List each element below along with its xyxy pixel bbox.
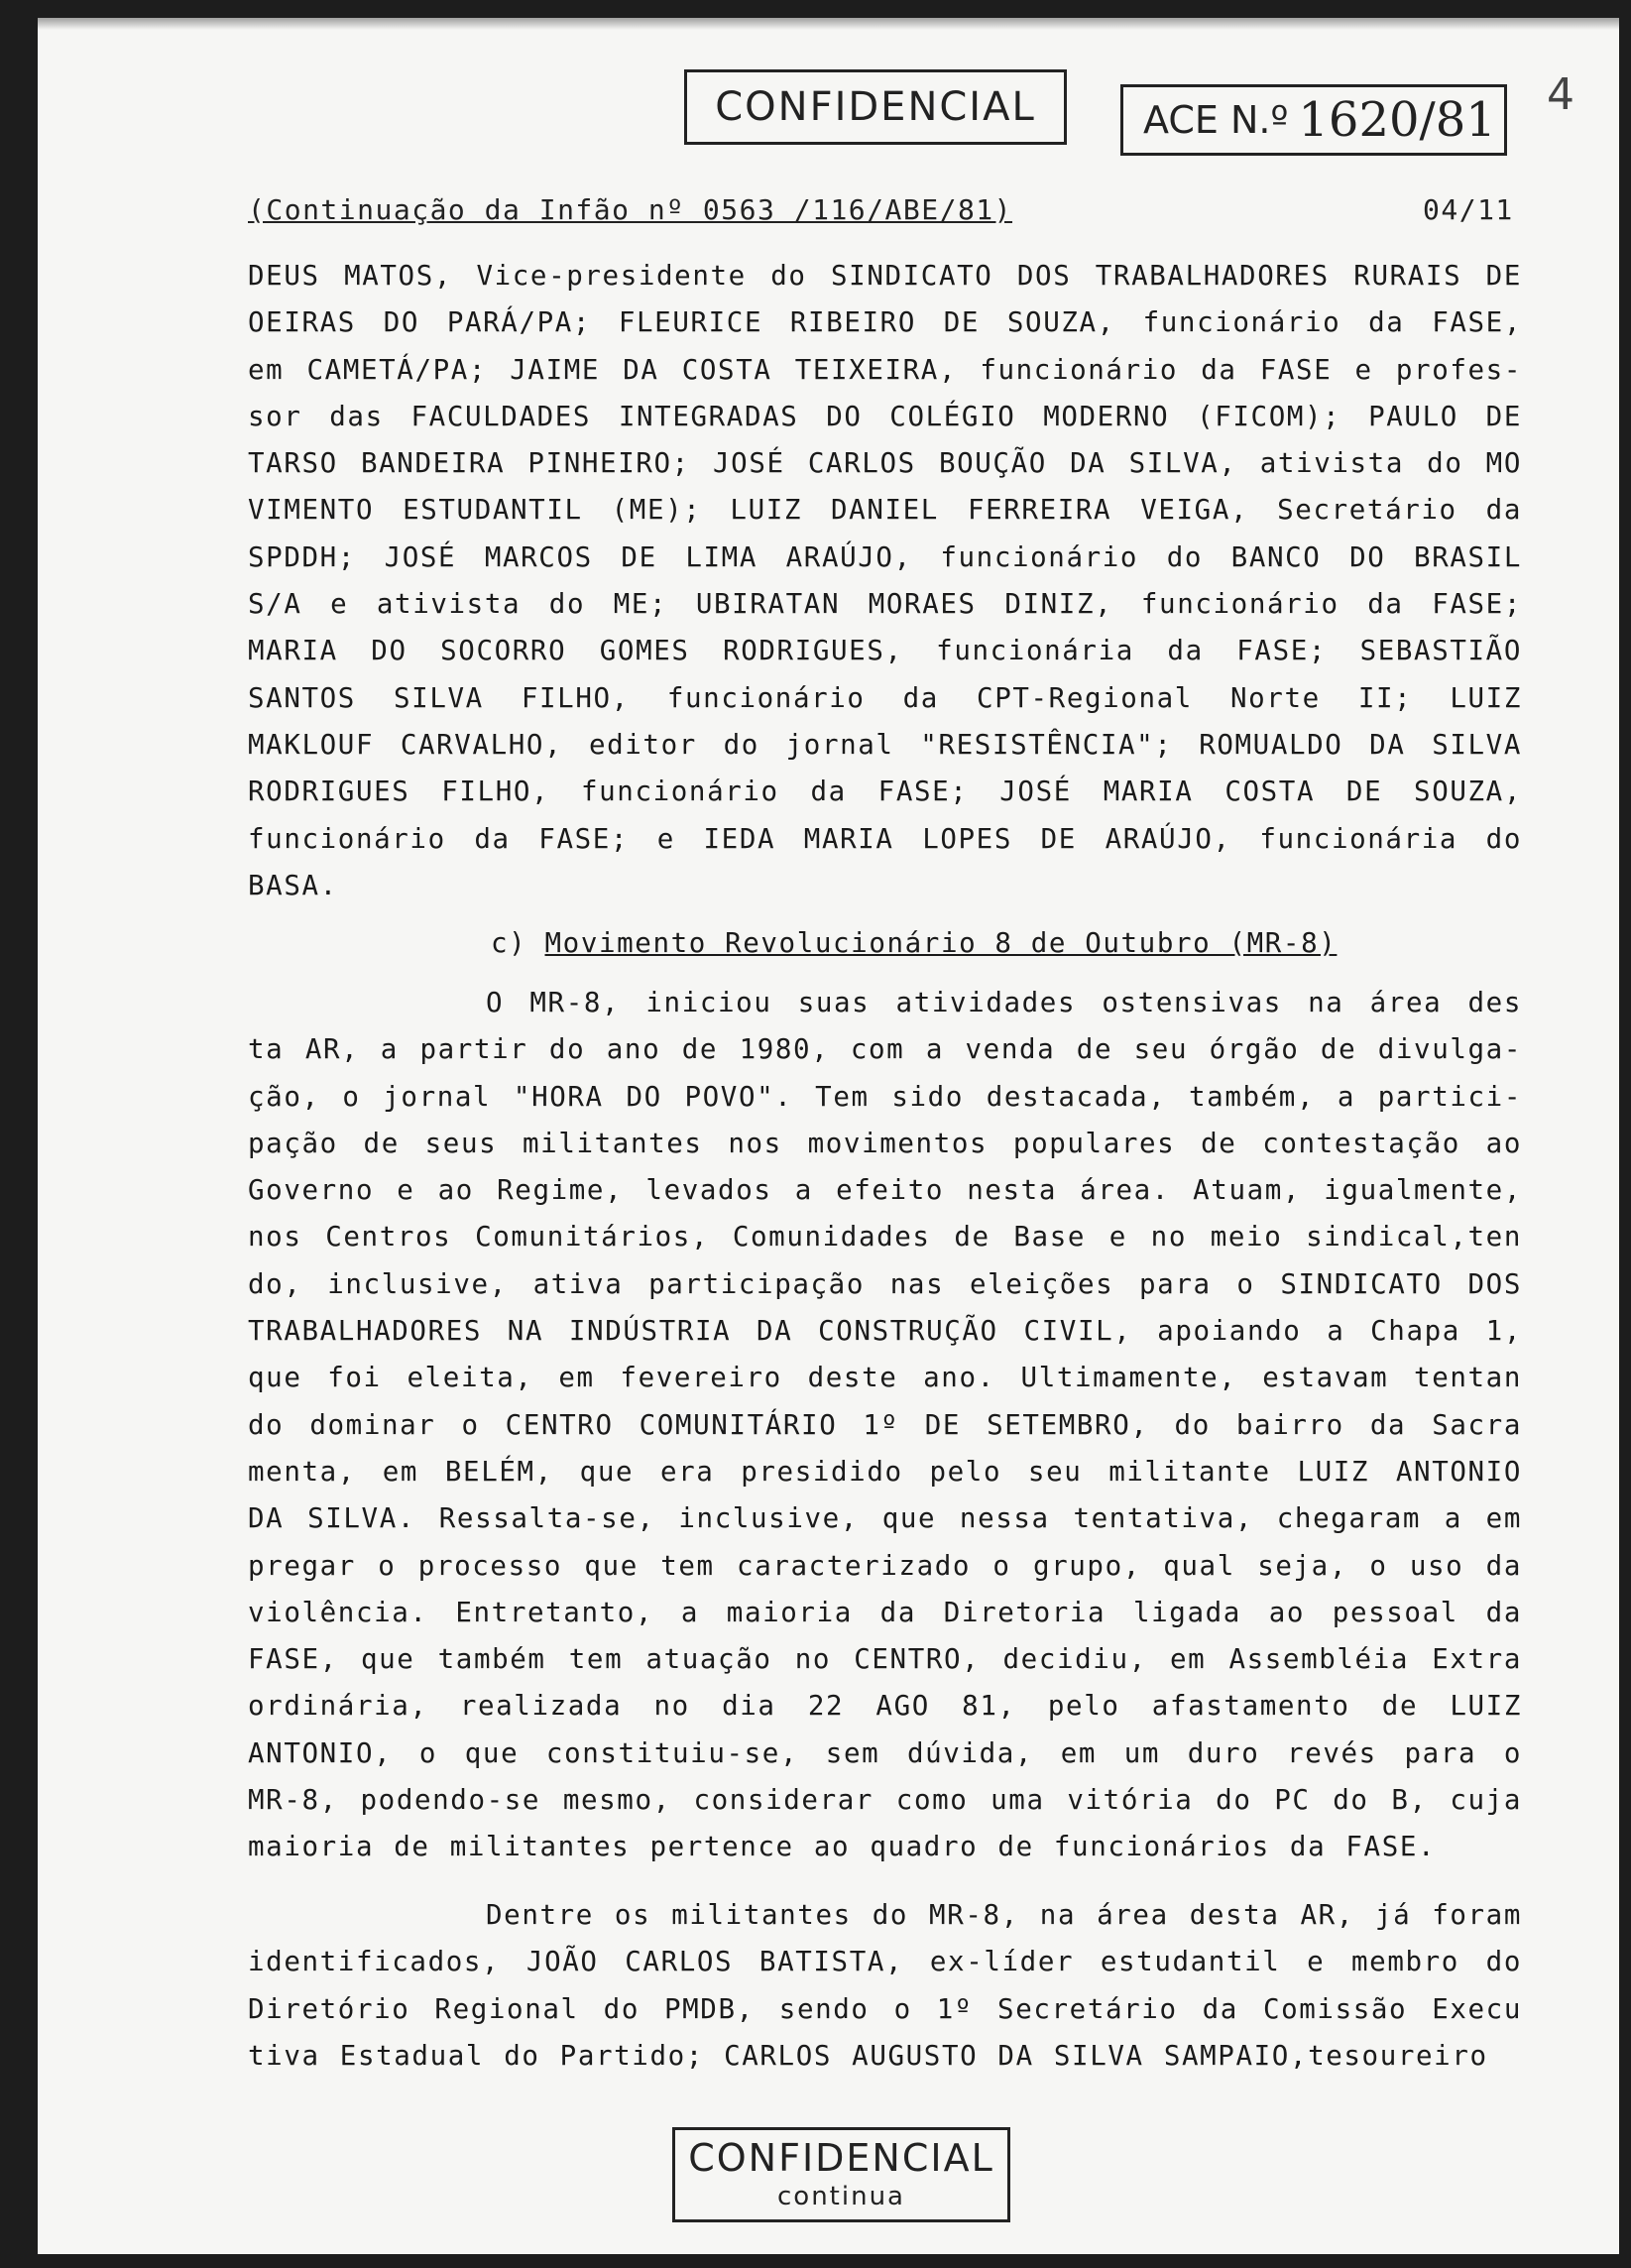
text-line: em CAMETÁ/PA; JAIME DA COSTA TEIXEIRA, funcionário da FASE e profes-	[248, 353, 1522, 386]
page-number: 04/11	[1423, 193, 1514, 226]
text-line: BASA.	[248, 869, 338, 901]
ace-number: 1620/81	[1298, 92, 1496, 148]
handwritten-page-mark: 4	[1547, 69, 1574, 120]
text-line: DEUS MATOS, Vice-presidente do SINDICATO DOS TRABALHADORES RURAIS DE	[248, 260, 1522, 292]
section-prefix: c)	[491, 927, 527, 959]
text-line: ordinária, realizada no dia 22 AGO 81, pelo afastamento de LUIZ	[248, 1690, 1522, 1723]
text-line: O MR-8, iniciou suas atividades ostensivas na área des	[486, 987, 1522, 1018]
reference-text: (Continuação da Infão nº 0563 /116/ABE/81)	[248, 193, 1013, 226]
text-line: VIMENTO ESTUDANTIL (ME); LUIZ DANIEL FERREIRA VEIGA, Secretário da	[248, 494, 1522, 527]
text-line: sor das FACULDADES INTEGRADAS DO COLÉGIO MODERNO (FICOM); PAULO DE	[248, 400, 1522, 432]
text-line: ANTONIO, o que constituiu-se, sem dúvida, em um duro revés para o	[248, 1736, 1522, 1769]
text-line: FASE, que também tem atuação no CENTRO, decidiu, em Assembléia Extra	[248, 1643, 1522, 1676]
text-line: ção, o jornal "HORA DO POVO". Tem sido destacada, também, a partici-	[248, 1080, 1522, 1113]
text-line: TRABALHADORES NA INDÚSTRIA DA CONSTRUÇÃO CIVIL, apoiando a Chapa 1,	[248, 1315, 1522, 1348]
text-line: tiva Estadual do Partido; CARLOS AUGUSTO DA SILVA SAMPAIO,tesoureiro	[248, 2039, 1488, 2072]
section-title: Movimento Revolucionário 8 de Outubro (MR-8)	[544, 927, 1338, 959]
confidential-stamp-top: CONFIDENCIAL	[684, 69, 1067, 145]
text-line: que foi eleita, em fevereiro deste ano. Ultimamente, estavam tentan	[248, 1362, 1522, 1394]
text-line: RODRIGUES FILHO, funcionário da FASE; JOSÉ MARIA COSTA DE SOUZA,	[248, 776, 1522, 808]
ace-number-box	[1120, 84, 1507, 156]
text-line: funcionário da FASE; e IEDA MARIA LOPES DE ARAÚJO, funcionária do	[248, 822, 1522, 855]
text-line: pação de seus militantes nos movimentos populares de contestação ao	[248, 1127, 1522, 1159]
text-line: menta, em BELÉM, que era presidido pelo seu militante LUIZ ANTONIO	[248, 1455, 1522, 1488]
stamp-bottom-text: CONFIDENCIAL	[688, 2136, 994, 2180]
paragraph-1	[248, 253, 1522, 909]
text-line: nos Centros Comunitários, Comunidades de Base e no meio sindical,ten	[248, 1221, 1522, 1253]
text-line: DA SILVA. Ressalta-se, inclusive, que nessa tentativa, chegaram a em	[248, 1502, 1522, 1535]
continua-text: continua	[777, 2182, 905, 2211]
text-line: MAKLOUF CARVALHO, editor do jornal "RESISTÊNCIA"; ROMUALDO DA SILVA	[248, 728, 1522, 761]
text-line: violência. Entretanto, a maioria da Diretoria ligada ao pessoal da	[248, 1596, 1522, 1628]
text-line: S/A e ativista do ME; UBIRATAN MORAES DINIZ, funcionário da FASE;	[248, 588, 1522, 621]
text-line: TARSO BANDEIRA PINHEIRO; JOSÉ CARLOS BOUÇÃO DA SILVA, ativista do MO	[248, 447, 1522, 480]
text-line: do, inclusive, ativa participação nas eleições para o SINDICATO DOS	[248, 1267, 1522, 1300]
text-line: Dentre os militantes do MR-8, na área desta AR, já foram	[486, 1899, 1522, 1931]
text-line: MARIA DO SOCORRO GOMES RODRIGUES, funcionária da FASE; SEBASTIÃO	[248, 635, 1522, 667]
text-line: pregar o processo que tem caracterizado o grupo, qual seja, o uso da	[248, 1549, 1522, 1582]
text-line: SPDDH; JOSÉ MARCOS DE LIMA ARAÚJO, funcionário do BANCO DO BRASIL	[248, 540, 1522, 573]
confidential-stamp-bottom	[672, 2127, 1010, 2222]
text-line: SANTOS SILVA FILHO, funcionário da CPT-Regional Norte II; LUIZ	[248, 681, 1522, 714]
text-line: identificados, JOÃO CARLOS BATISTA, ex-líder estudantil e membro do	[248, 1946, 1522, 1978]
text-line: Governo e ao Regime, levados a efeito nesta área. Atuam, igualmente,	[248, 1174, 1522, 1207]
paragraph-3	[248, 1892, 1522, 2080]
ace-label: ACE N.º	[1143, 98, 1289, 142]
paragraph-2	[248, 980, 1522, 1871]
text-line: OEIRAS DO PARÁ/PA; FLEURICE RIBEIRO DE SOUZA, funcionário da FASE,	[248, 306, 1522, 339]
text-line: MR-8, podendo-se mesmo, considerar como uma vitória do PC do B, cuja	[248, 1784, 1522, 1817]
reference-line	[248, 193, 1012, 226]
text-line: maioria de militantes pertence ao quadro de funcionários da FASE.	[248, 1831, 1437, 1863]
text-line: Diretório Regional do PMDB, sendo o 1º Secretário da Comissão Execu	[248, 1992, 1522, 2025]
scan-edge	[0, 0, 1631, 30]
text-line: ta AR, a partir do ano de 1980, com a venda de seu órgão de divulga-	[248, 1033, 1522, 1066]
section-heading	[491, 927, 1337, 959]
text-line: do dominar o CENTRO COMUNITÁRIO 1º DE SETEMBRO, do bairro da Sacra	[248, 1408, 1522, 1441]
